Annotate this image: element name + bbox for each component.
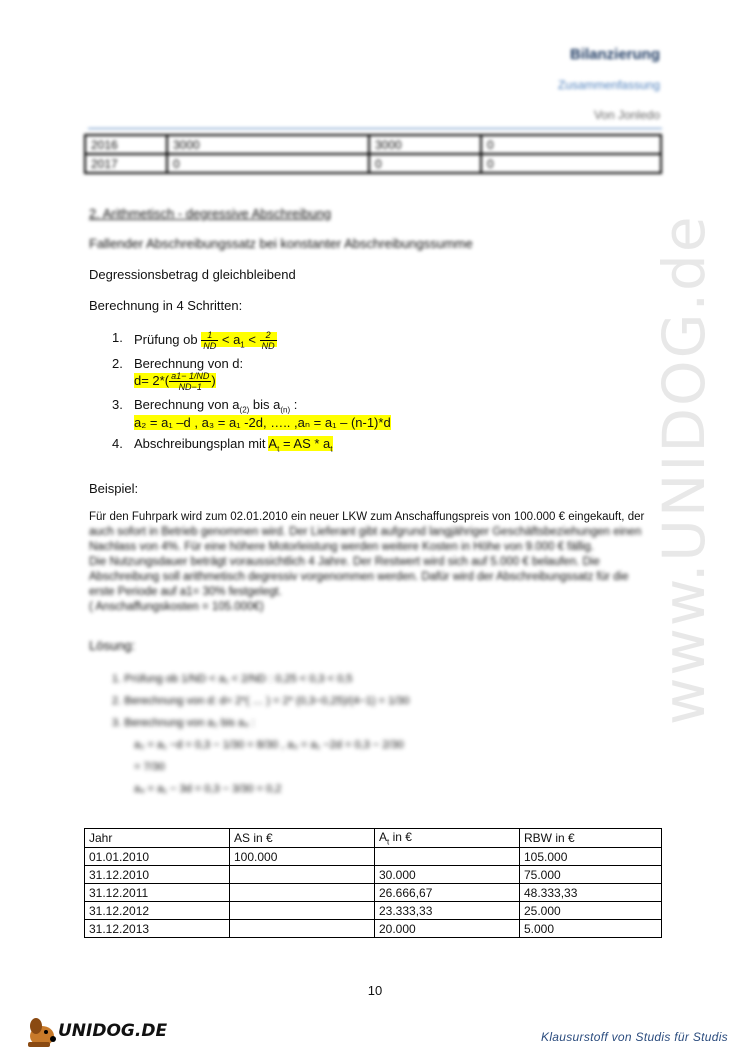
table-cell: 3000 (369, 135, 481, 154)
formula-part: < (244, 331, 256, 347)
table-cell: 31.12.2010 (85, 866, 230, 884)
table-cell: 23.333,33 (375, 902, 520, 920)
table-cell (375, 848, 520, 866)
numerator: 2 (260, 330, 277, 341)
step-number: 2. (112, 356, 123, 371)
solution-line: a₂ = a₁ −d = 0,3 − 1/30 = 8/30 , a₃ = a₁ −2d = 0,3 − 2/30 = 7/30 (134, 739, 404, 773)
header-part: in € (389, 830, 412, 844)
paragraph-steps-intro: Berechnung in 4 Schritten: (89, 298, 243, 313)
example-line: Für den Fuhrpark wird zum 02.01.2010 ein neuer LKW zum Anschaffungspreis von 100.000 € eingekauft, der (89, 511, 645, 523)
table-cell (230, 866, 375, 884)
denominator: ND (203, 341, 217, 351)
section-title: 2. Arithmetisch - degressive Abschreibung (89, 206, 332, 221)
page-number: 10 (367, 983, 383, 998)
denominator: ND−1 (178, 382, 202, 392)
document-subtitle: Zusammenfassung (557, 78, 660, 92)
table-cell: 100.000 (230, 848, 375, 866)
watermark-text: www.UNIDOG.de (650, 214, 718, 725)
subscript: (2) (239, 405, 250, 415)
step-4-formula (268, 435, 333, 454)
table-cell: 26.666,67 (375, 884, 520, 902)
table-cell (230, 920, 375, 938)
example-blurred-block (89, 525, 649, 615)
table-cell: 0 (481, 154, 661, 173)
formula-part: ) (211, 372, 216, 388)
numerator: 1 (201, 330, 218, 341)
table-row (85, 920, 662, 938)
table-cell: 20.000 (375, 920, 520, 938)
table-header (375, 829, 520, 848)
table-row (85, 848, 662, 866)
subscript: t (277, 444, 280, 454)
step-text: Prüfung ob (134, 331, 198, 347)
formula-part: < a (221, 331, 241, 347)
steps-list (112, 330, 572, 458)
table-cell: 2017 (85, 154, 167, 173)
depreciation-table (84, 828, 662, 938)
step-1 (112, 330, 572, 351)
step-3-formula: a₂ = a₁ –d , a₃ = a₁ -2d, ….. ,aₙ = a₁ – (n-1)*d (134, 414, 391, 430)
table-row (85, 902, 662, 920)
fraction (201, 330, 218, 351)
solution-label: Lösung: (89, 638, 136, 653)
solution-line: 3. Berechnung von a₂ bis a₄ : (112, 717, 255, 729)
table-row (85, 884, 662, 902)
solution-line: 1. Prüfung ob 1/ND < a₁ < 2/ND : 0,25 < 0,3 < 0,5 (112, 673, 353, 685)
table-cell: 2016 (85, 135, 167, 154)
table-cell: 5.000 (520, 920, 662, 938)
example-label: Beispiel: (89, 481, 139, 496)
header-divider (88, 128, 662, 129)
example-line: erste Periode auf a1= 30% festgelegt. (89, 586, 282, 598)
top-table (84, 134, 662, 174)
table-cell: 30.000 (375, 866, 520, 884)
table-row (85, 135, 661, 154)
table-cell: 0 (481, 135, 661, 154)
numerator: a1− 1/ND (171, 371, 210, 381)
table-cell: 25.000 (520, 902, 662, 920)
table-cell: 31.12.2011 (85, 884, 230, 902)
step-3 (112, 397, 572, 431)
table-cell: 3000 (167, 135, 369, 154)
table-cell: 0 (369, 154, 481, 173)
subscript: (n) (280, 405, 291, 415)
step-text: Abschreibungsplan mit (134, 435, 269, 451)
document-title: Bilanzierung (569, 46, 660, 63)
step-text: bis a (249, 397, 281, 412)
document-author: Von Jonledo (593, 108, 660, 122)
table-cell: 48.333,33 (520, 884, 662, 902)
step-number: 4. (112, 435, 123, 451)
fraction (169, 371, 211, 392)
section-subtitle: Fallender Abschreibungssatz bei konstanter Abschreibungssumme (89, 236, 473, 251)
solution-steps (112, 668, 412, 800)
table-cell: 01.01.2010 (85, 848, 230, 866)
step-text: Berechnung von d: (134, 356, 244, 371)
step-1-formula (201, 330, 276, 351)
example-text (89, 510, 649, 615)
table-row (85, 866, 662, 884)
step-text: : (290, 397, 298, 412)
subscript: t (330, 444, 333, 454)
table-cell (230, 902, 375, 920)
table-header: AS in € (230, 829, 375, 848)
table-cell: 105.000 (520, 848, 662, 866)
table-cell (230, 884, 375, 902)
table-cell: 75.000 (520, 866, 662, 884)
fraction (260, 330, 277, 351)
solution-line: 2. Berechnung von d: d= 2*( … ) = 2* (0,3−0,25)/(4−1) = 1/30 (112, 695, 410, 707)
table-row (85, 154, 661, 173)
step-2-formula (134, 371, 216, 392)
step-4 (112, 436, 572, 454)
example-line: auch sofort in Betrieb genommen wird. Der Lieferant gibt aufgrund langjähriger Geschäftsbeziehungen einen (89, 526, 642, 538)
formula-part: A (268, 435, 278, 451)
unidog-logo (24, 1012, 168, 1052)
table-header: Jahr (85, 829, 230, 848)
formula-part: = AS * a (279, 435, 331, 451)
table-cell: 31.12.2013 (85, 920, 230, 938)
table-header-row (85, 829, 662, 848)
step-number: 1. (112, 330, 123, 345)
logo-text: UNIDOG.DE (58, 1021, 168, 1041)
paragraph-degression: Degressionsbetrag d gleichbleibend (89, 267, 296, 282)
subscript: t (387, 837, 390, 847)
example-line: Die Nutzungsdauer beträgt voraussichtlich 4 Jahre. Der Restwert wird sich auf 5.000 € belaufen. Die (89, 556, 600, 568)
footer-slogan: Klausurstoff von Studis für Studis (541, 1030, 728, 1044)
table-cell: 31.12.2012 (85, 902, 230, 920)
example-line: Nachlass von 4%. Für eine höhere Motorleistung werden weitere Kosten in Höhe von 9.000 € fällig. (89, 541, 595, 553)
formula-part: d= 2*( (134, 372, 170, 388)
step-2 (112, 356, 572, 392)
header-part: A (379, 830, 388, 844)
subscript: 1 (240, 340, 245, 350)
table-header: RBW in € (520, 829, 662, 848)
step-text: Berechnung von a (134, 397, 240, 412)
example-line: ( Anschaffungskosten = 105.000€) (89, 601, 264, 613)
denominator: ND (261, 341, 275, 351)
step-number: 3. (112, 397, 123, 412)
solution-line: a₄ = a₁ − 3d = 0,3 − 3/30 = 0,2 (134, 783, 282, 795)
example-line: Abschreibung soll arithmetisch degressiv vorgenommen werden. Dafür wird der Abschreibungssatz für die (89, 571, 629, 583)
table-cell: 0 (167, 154, 369, 173)
